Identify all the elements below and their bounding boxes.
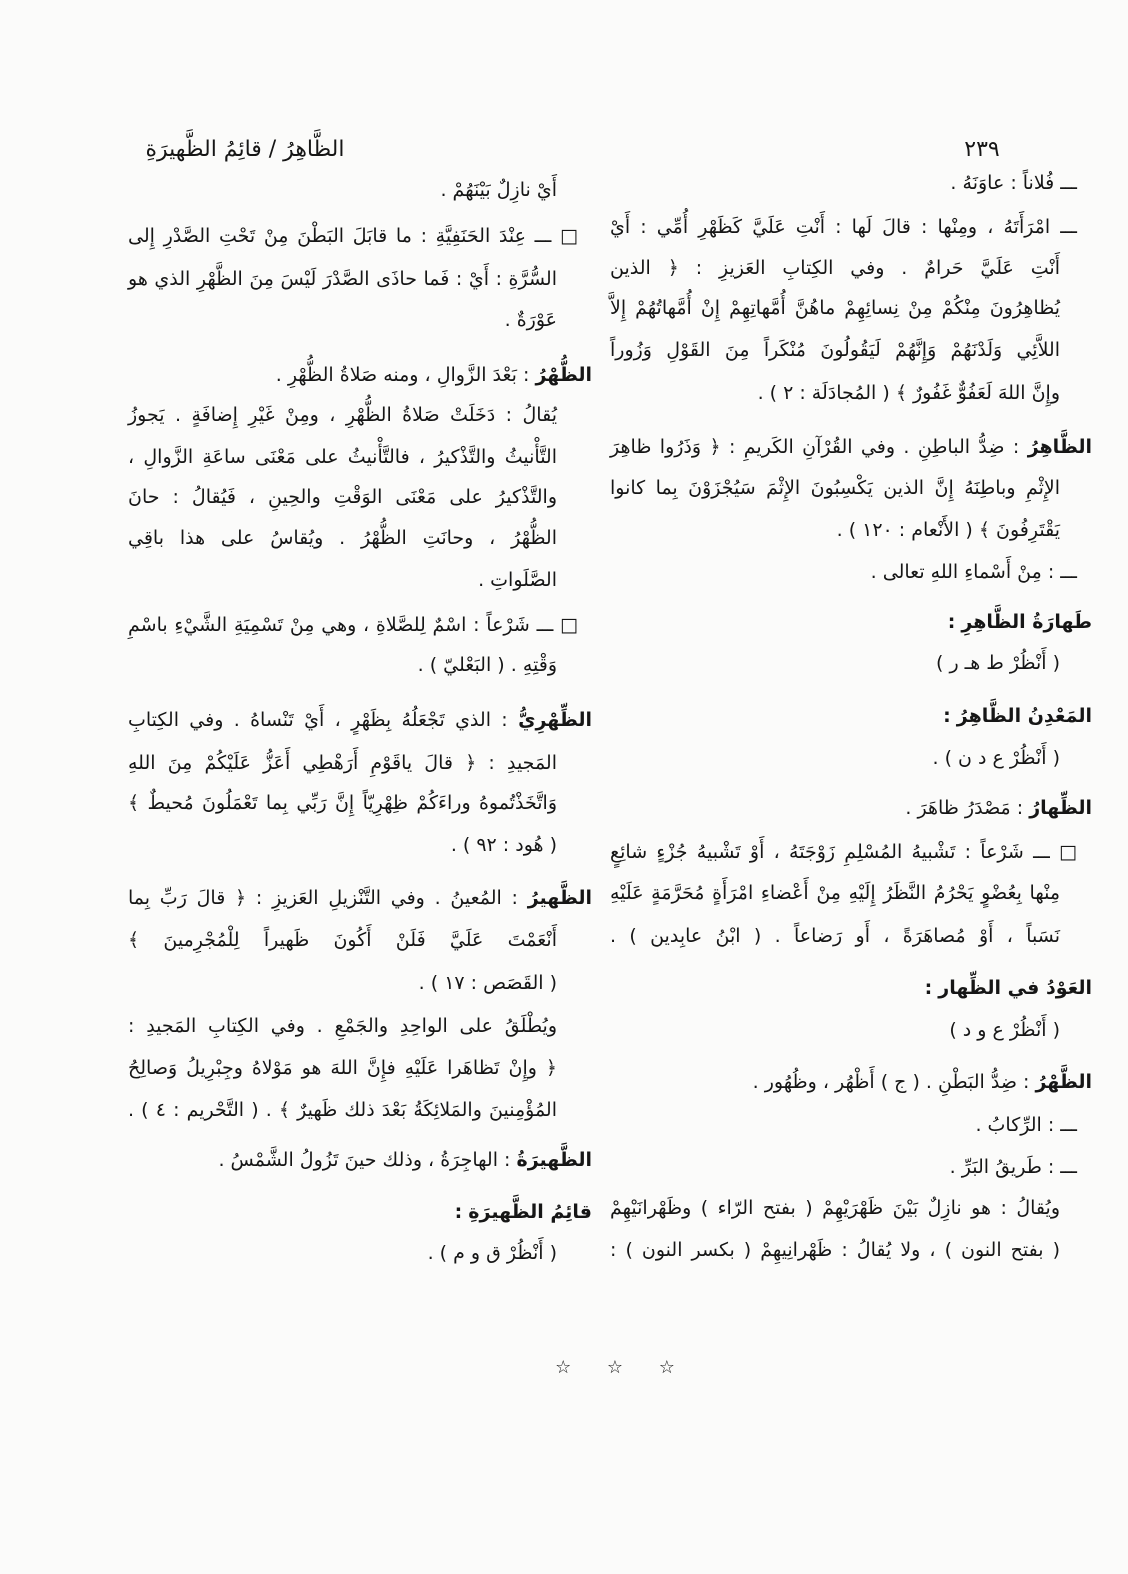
headword: قائِمُ الظَّهيرَةِ <box>468 1201 592 1223</box>
text-line: ( هُود : ٩٢ ) . <box>450 834 557 856</box>
definition-text: : بَعْدَ الزَّوالِ ، ومنه صَلاةُ الظُّهْرِ . <box>275 364 530 386</box>
headword: المَعْدِنُ الظَّاهِرُ <box>956 705 1092 727</box>
text-line: السُّرَّةِ : أَيْ : فَما حاذَى الصَّدْرَ لَيْسَ مِنَ الظَّهْرِ الذي هو <box>128 268 557 290</box>
entry-line <box>610 788 1092 828</box>
text-line: يَقْتَرِفُونَ ﴾ ( الأَنْعام : ١٢٠ ) . <box>836 519 1060 541</box>
definition-text: : ضِدُّ الباطِنِ . وفي القُرْآنِ الكَريمِ : ﴿ وَذَرُوا ظاهِرَ <box>610 436 1020 458</box>
entry-line <box>610 1062 1092 1102</box>
running-title: الظَّاهِرُ / قائِمُ الظَّهيرَةِ <box>145 137 345 162</box>
headword: الظَّهيرُ <box>527 887 592 909</box>
text-line: ـــ : مِنْ أَسْماءِ اللهِ تعالى . <box>870 561 1077 583</box>
text-line: أَنْتِ عَلَيَّ حَرامٌ . وفي الكِتابِ العَزيزِ : ﴿ الذين <box>610 257 1060 279</box>
text-line: نَسَباً ، أَوْ مُصاهَرَةً ، أَو رَضاعاً . ( ابْنُ عابِدين ) . <box>610 925 1060 947</box>
entry-line <box>610 968 1092 1008</box>
headword: الظِّهارُ <box>1029 797 1092 819</box>
text-line: يُظاهِرُونَ مِنْكُمْ مِنْ نِسائِهِمْ ماهُنَّ أُمَّهاتِهِمْ إِنْ أُمَّهاتُهُمْ إِلاَّ <box>610 297 1060 319</box>
text-line: التَّأْنيثُ والتَّذْكيرُ ، فالتَّأْنيثُ على مَعْنَى ساعَةِ الزَّوالِ ، <box>128 446 557 468</box>
definition-text: : مَصْدَرُ ظاهَرَ . <box>905 797 1024 819</box>
text-line: ـــ فُلاناً : عاوَنَهُ . <box>950 172 1077 194</box>
text-line: الصَّلَواتِ . <box>478 569 557 591</box>
text-line: أَيْ نازِلٌ بَيْنَهُمْ . <box>440 179 557 201</box>
definition-text: : <box>947 611 956 633</box>
text-line: وَاتَّخَذْتُموهُ وراءَكُمْ ظِهْرِيّاً إِنَّ رَبِّي بِما تَعْمَلُونَ مُحيطٌ ﴾ <box>128 792 557 814</box>
text-line: ( بفتح النون ) ، ولا يُقالُ : ظَهْرانِيهِمْ ( بكسر النون ) : <box>610 1239 1060 1261</box>
text-line: وإِنَّ اللهَ لَعَفُوٌّ غَفُورٌ ﴾ ( المُجادَلَة : ٢ ) . <box>757 382 1060 404</box>
text-line: ( أَنْظُرْ ق و م ) . <box>427 1242 557 1264</box>
entry-line <box>128 700 592 740</box>
text-line: ( أَنْظُرْ ع و د ) <box>949 1019 1060 1041</box>
text-line: ـــ : طَريقُ البَرِّ . <box>949 1156 1077 1178</box>
text-line: ( أَنْظُرْ ع د ن ) . <box>932 747 1060 769</box>
text-line: ويُقالُ : هو نازِلٌ بَيْنَ ظَهْرَيْهِمْ ( بفتح الرّاء ) وظَهْرانَيْهِمْ <box>610 1197 1060 1219</box>
definition-text: : الذي تَجْعَلُهُ بِظَهْرٍ ، أَيْ تَنْساهُ . وفي الكِتابِ <box>128 709 508 731</box>
headword: الظُّهْرُ <box>535 364 592 386</box>
text-line: يُقالُ : دَخَلَتْ صَلاةُ الظُّهْرِ ، ومِنْ غَيْرِ إِضافَةٍ . يَجوزُ <box>128 404 557 426</box>
text-line: □ ـــ شَرْعاً : اسْمٌ لِلصَّلاةِ ، وهي مِنْ تَسْمِيَةِ الشَّيْءِ باسْمِ <box>128 614 578 636</box>
headword: العَوْدُ في الظِّهار <box>938 977 1092 999</box>
text-line: □ ـــ عِنْدَ الحَنَفِيَّةِ : ما قابَلَ البَطْنَ مِنْ تَحْتِ الصَّدْرِ إِلى <box>128 225 578 247</box>
entry-line <box>610 427 1092 467</box>
text-line: والتَّذْكيرُ على مَعْنَى الوَقْتِ والحِينِ ، فَيُقالُ : حانَ <box>128 486 557 508</box>
page-number: ٢٣٩ <box>964 137 1000 162</box>
text-line: ( أَنْظُرْ ط هـ ر ) <box>936 652 1060 674</box>
entry-line <box>128 1140 592 1180</box>
text-line: مِنْها بِعُضْوٍ يَحْرُمُ النَّظَرُ إِلَيْهِ مِنْ أَعْضاءِ امْرَأَةٍ مُحَرَّمَةٍ عَلَيْهِ <box>610 882 1060 904</box>
text-line: المُؤْمِنينَ والمَلائِكَةُ بَعْدَ ذلك ظَهيرٌ ﴾ . ( التَّحْريم : ٤ ) . <box>128 1099 557 1121</box>
text-line: المَجيدِ : ﴿ قالَ ياقَوْمِ أَرَهْطِي أَعَزُّ عَلَيْكُمْ مِنَ اللهِ <box>128 752 557 774</box>
definition-text: : <box>943 705 951 727</box>
text-line: □ ـــ شَرْعاً : تَشْبيهُ المُسْلِمِ زَوْجَتَهُ ، أَوْ تَشْبيهُ جُزْءٍ شائِعٍ <box>610 841 1077 863</box>
text-line: اللاَّئِي وَلَدْنَهُمْ وَإِنَّهُمْ لَيَقُولُونَ مُنْكَراً مِنَ القَوْلِ وَزُوراً <box>610 339 1060 361</box>
text-line: عَوْرَةٌ . <box>504 309 557 331</box>
headword: الظَّاهِرُ <box>1027 436 1092 458</box>
definition-text: : <box>924 977 933 999</box>
definition-text: : <box>454 1201 463 1223</box>
text-line: ـــ امْرَأَتَهُ ، ومِنْها : قالَ لَها : أَنْتِ عَلَيَّ كَظَهْرِ أُمِّي : أَيْ <box>610 216 1077 238</box>
headword: الظِّهْرِيُّ <box>518 709 592 731</box>
entry-line <box>610 696 1092 736</box>
text-line: الظُّهْرُ ، وحانَتِ الظُّهْرُ . ويُقاسُ على هذا باقِي <box>128 527 557 549</box>
text-line: ﴿ وإِنْ تَظاهَرا عَلَيْهِ فإِنَّ اللهَ هو مَوْلاهُ وجِبْرِيلُ وَصالِحُ <box>128 1057 557 1079</box>
headword: الظَّهيرَةُ <box>516 1149 592 1171</box>
text-line: الإِثْمِ وباطِنَهُ إِنَّ الذين يَكْسِبُونَ الإِثْمَ سَيُجْزَوْنَ بِما كانوا <box>610 477 1060 499</box>
text-line: أَنْعَمْتَ عَلَيَّ فَلَنْ أَكُونَ ظَهيراً لِلْمُجْرِمينَ ﴾ <box>128 929 557 951</box>
entry-line <box>128 1192 592 1232</box>
entry-line <box>128 355 592 395</box>
end-ornament: ☆ ☆ ☆ <box>555 1357 675 1378</box>
entry-line <box>128 878 592 918</box>
headword: الظَّهْرُ <box>1035 1071 1092 1093</box>
entry-line <box>610 602 1092 642</box>
text-line: ( القَصَص : ١٧ ) . <box>418 972 557 994</box>
definition-text: : المُعينُ . وفي التَّنْزيلِ العَزيزِ : ﴿ قالَ رَبِّ بِما <box>128 887 518 909</box>
definition-text: : ضِدُّ البَطْنِ . ( ج ) أَظْهُر ، وظُهُور . <box>752 1071 1030 1093</box>
headword: طَهارَةُ الظَّاهِرِ <box>961 611 1092 633</box>
text-line: وَقْتِهِ . ( البَعْليّ ) . <box>417 654 557 676</box>
text-line: ـــ : الرِّكابُ . <box>975 1114 1077 1136</box>
definition-text: : الهاجِرَةُ ، وذلك حينَ تَزُولُ الشَّمْسُ . <box>218 1149 511 1171</box>
text-line: ويُطْلَقُ على الواحِدِ والجَمْعِ . وفي الكِتابِ المَجيدِ : <box>128 1015 557 1037</box>
